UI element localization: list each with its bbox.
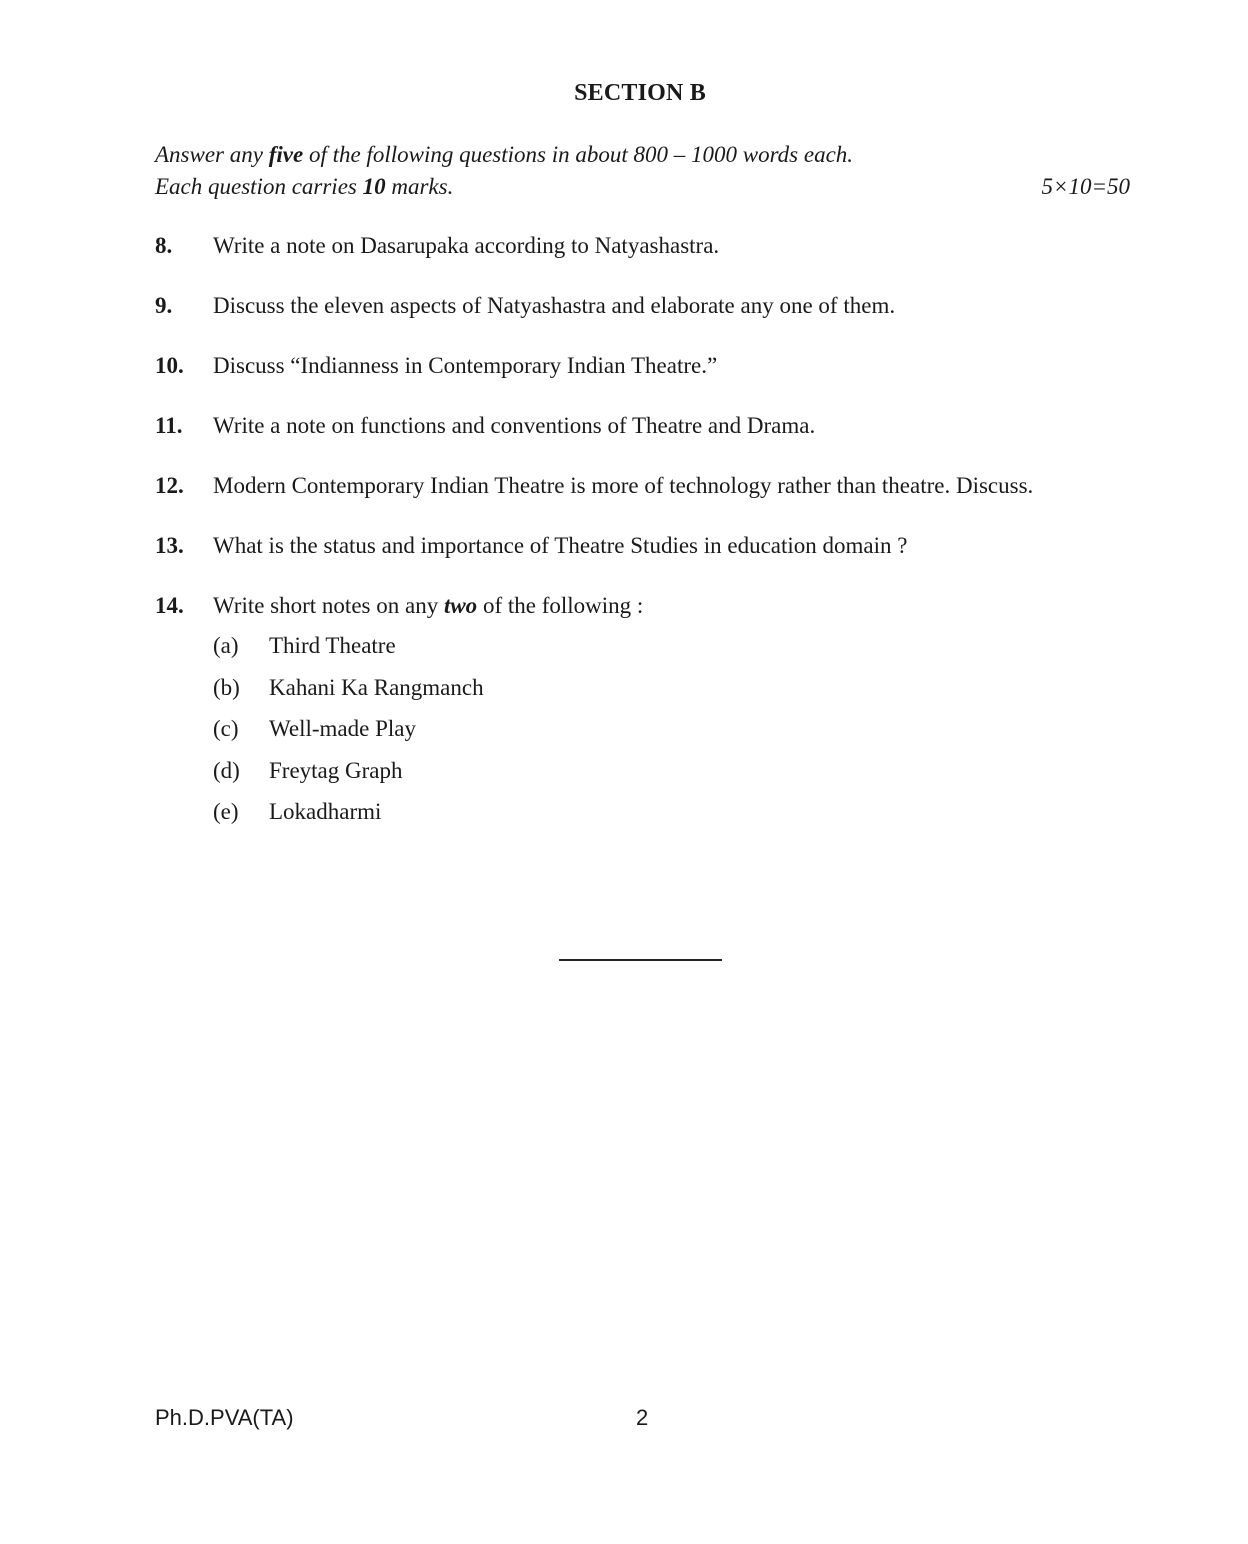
sub-question-letter: (e) xyxy=(213,799,239,824)
sub-question-letter: (d) xyxy=(213,757,240,783)
instruction-emphasis: 10 xyxy=(362,174,386,199)
question-number: 10. xyxy=(155,353,184,378)
sub-question-text: Lokadharmi xyxy=(269,799,382,824)
marks-total: 5×10=50 xyxy=(1041,174,1130,199)
sub-question-item xyxy=(213,757,1128,785)
sub-question-item xyxy=(213,715,1128,743)
end-divider xyxy=(559,959,722,961)
instruction-emphasis: five xyxy=(268,142,304,167)
question-number: 12. xyxy=(155,473,184,498)
sub-question-item xyxy=(213,798,1128,826)
question-item xyxy=(155,232,1128,260)
question-text: Discuss “Indianness in Contemporary Indian Theatre.” xyxy=(213,353,718,378)
sub-question-letter: (b) xyxy=(213,674,240,700)
question-text: Modern Contemporary Indian Theatre is more of technology rather than theatre. Discuss. xyxy=(213,473,1034,498)
question-item xyxy=(155,592,1128,826)
sub-question-text: Kahani Ka Rangmanch xyxy=(269,674,484,700)
question-item xyxy=(155,292,1128,320)
question-emphasis: two xyxy=(443,593,478,618)
sub-question-list xyxy=(213,632,1128,826)
sub-question-text: Third Theatre xyxy=(269,633,396,658)
question-item xyxy=(155,532,1128,560)
question-number: 14. xyxy=(155,593,184,618)
instruction-text: Answer any xyxy=(155,142,269,167)
sub-question-text: Well-made Play xyxy=(269,716,416,741)
sub-question-letter: (c) xyxy=(213,716,239,741)
paper-code: Ph.D.PVA(TA) xyxy=(155,1405,294,1430)
instruction-text: Each question carries xyxy=(155,174,363,199)
question-text xyxy=(213,592,1128,620)
question-item xyxy=(155,472,1128,500)
question-text: What is the status and importance of Theatre Studies in education domain ? xyxy=(213,533,908,558)
question-item xyxy=(155,352,1128,380)
question-number: 9. xyxy=(155,293,173,318)
instruction-text: marks. xyxy=(385,174,454,199)
question-list xyxy=(155,232,1128,858)
instruction-text: of the following questions in about 800 – 1000 words each. xyxy=(303,142,854,167)
question-number: 11. xyxy=(155,413,183,438)
question-text: Discuss the eleven aspects of Natyashastra and elaborate any one of them. xyxy=(213,293,896,318)
sub-question-text: Freytag Graph xyxy=(269,757,403,783)
section-title: SECTION B xyxy=(574,80,706,106)
question-text-part: Write short notes on any xyxy=(213,593,444,618)
instruction-line-2 xyxy=(155,171,1130,203)
sub-question-letter: (a) xyxy=(213,633,239,658)
page-number: 2 xyxy=(636,1405,649,1430)
sub-question-item xyxy=(213,674,1128,702)
question-number: 13. xyxy=(155,533,184,558)
question-number: 8. xyxy=(155,233,173,258)
question-text: Write a note on Dasarupaka according to Natyashastra. xyxy=(213,233,720,258)
question-item xyxy=(155,412,1128,440)
question-text: Write a note on functions and conventions of Theatre and Drama. xyxy=(213,413,816,438)
question-text-part: of the following : xyxy=(477,593,644,618)
instructions xyxy=(155,139,1130,203)
sub-question-item xyxy=(213,632,1128,660)
instruction-line-1 xyxy=(155,139,1130,171)
